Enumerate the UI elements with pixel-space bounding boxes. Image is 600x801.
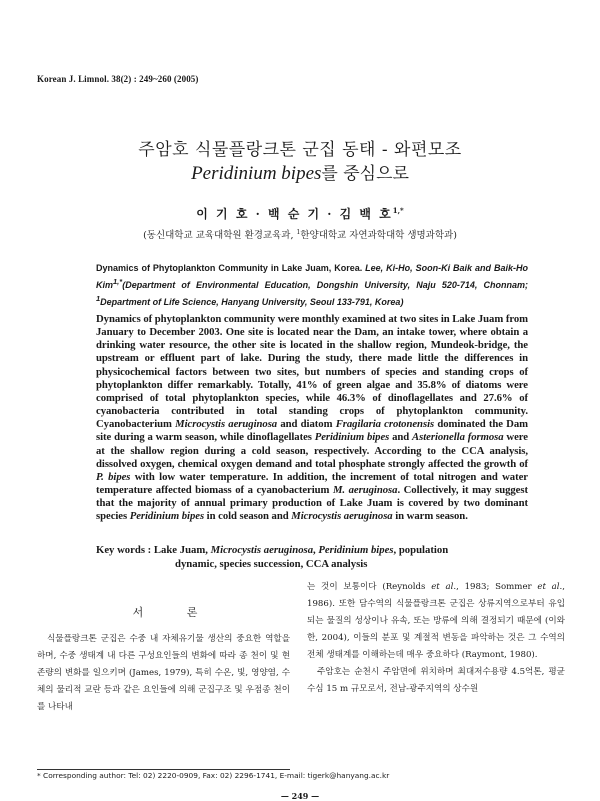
body-text: 는 것이 보통이다 (Reynolds <box>307 582 432 592</box>
abstract-species: Microcystis aeruginosa <box>175 418 278 431</box>
author-superscript: 1,* <box>392 206 404 215</box>
english-title: Dynamics of Phytoplankton Community in Lake Juam, Korea. <box>96 263 363 273</box>
abstract-text: with low water temperature. In addition, the increment of total nitrogen and water temperature affected biomass of a cyanobacterium <box>96 470 528 497</box>
journal-reference: Korean J. Limnol. 38(2) : 249~260 (2005) <box>37 74 199 84</box>
keywords <box>96 544 528 571</box>
keywords-label: Key words : <box>96 544 152 556</box>
page-number: — 249 — <box>280 791 320 801</box>
paper-title-line1: 주암호 식물플랑크톤 군집 동태 - 와편모조 <box>138 140 462 160</box>
keywords-line2: dynamic, species succession, CCA analysis <box>175 557 368 570</box>
abstract-text: Dynamics of phytoplankton community were monthly examined at two sites in Lake Juam from January to December 2003. One site is located near the Dam, an intake tower, where obtain a drinking water resource, the other site is located in the shallow region, Mundeok-bridge, the upstream or effluent part of lake. During the study, there made little the differences in physicochemical factors between two sites, but numbers of species and standing crops of phytoplankton differ remarkably. Totally, 41% of green algae and 35.8% of diatoms were comprised of total phytoplankton species, while 46.3% of dinoflagellates and 27.6% of cyanobacteria contributed in total standing crops of phytoplankton community. Cyanobacterium <box>96 313 528 431</box>
body-text: , 1986). 또한 담수역의 식물플랑크톤 군집은 상류지역으로부터 유입되는 물질의 성상이나 유속, 또는 방류에 의해 결정되기 때문에 (이와 한, 2004), 이들의 분포 및 계절적 변동을 파악하는 것은 그 수역의 전체 생태계를 이해하는데 매우 중요하다 (Raymont, 1980). <box>307 582 566 660</box>
title-suffix: 를 중심으로 <box>321 164 409 184</box>
keyword-text: Lake Juam, <box>151 544 211 556</box>
abstract-text: in warm season. <box>392 510 468 523</box>
abstract-species: P. bipes <box>96 470 131 483</box>
english-dept1: (Department of Environmental Education, Dongshin University, Naju 520-714, Chonnam; <box>122 280 528 291</box>
body-italic: et al. <box>537 582 563 592</box>
section-heading: 서 론 <box>132 606 218 619</box>
footnote: * Corresponding author: Tel: 02) 2220-0909, Fax: 02) 2296-1741, E-mail: tigerk@hanyang.ac.kr <box>37 771 390 780</box>
abstract-species: Peridinium bipes <box>129 510 205 523</box>
footnote-divider <box>37 769 290 770</box>
abstract-text: . Collectively, it may suggest that the majority of annual primary production of Lake Juam is covered by two dominant species <box>96 484 528 523</box>
keyword-text: , <box>313 544 319 556</box>
affiliation-sup: 1 <box>296 228 301 236</box>
english-reference <box>96 262 528 309</box>
abstract-species: M. aeruginosa <box>332 484 398 497</box>
abstract-text: and <box>389 431 413 444</box>
abstract-text: and diatom <box>277 418 336 431</box>
abstract-species: Asterionella formosa <box>412 431 504 444</box>
body-text: , 1983; Sommer <box>456 582 538 592</box>
body-italic: et al. <box>431 582 457 592</box>
english-authors-b: Baik-Ho Kim <box>96 263 528 291</box>
keyword-species: Microcystis aeruginosa <box>210 544 314 556</box>
paper-title-line2 <box>0 159 600 185</box>
english-authors-sup: 1,* <box>113 277 123 287</box>
affiliation-part1: (동신대학교 교육대학원 환경교육과, <box>143 230 297 241</box>
english-authors-a: Lee, Ki-Ho, Soon-Ki Baik and <box>365 263 491 273</box>
abstract-text: dominated the Dam site during a warm season, while dinoflagellates <box>96 418 528 444</box>
abstract <box>96 313 528 524</box>
affiliation <box>0 227 600 241</box>
abstract-text: in cold season and <box>204 510 292 523</box>
body-paragraph: 주암호는 순천시 주암면에 위치하며 최대저수용량 4.5억톤, 평균수심 15 m 규모로서, 전남-광주지역의 상수원 <box>307 667 565 694</box>
keyword-text: , population <box>393 544 449 556</box>
species-name: Peridinium bipes <box>191 163 322 184</box>
abstract-species: Microcystis aeruginosa <box>291 510 393 523</box>
author-names: 이 기 호 · 백 순 기 · 김 백 호 <box>196 207 393 221</box>
abstract-text: were at the shallow region during a cold season, respectively. According to the CCA analysis, dissolved oxygen, chemical oxygen demand and total phosphate strongly affected the growth of <box>96 431 528 470</box>
abstract-species: Peridinium bipes <box>314 431 390 444</box>
author-list <box>0 205 600 222</box>
abstract-species: Fragilaria crotonensis <box>335 418 435 431</box>
english-dept2: Department of Life Science, Hanyang University, Seoul 133-791, Korea) <box>100 297 404 308</box>
body-left-column <box>37 631 290 716</box>
affiliation-part2: 한양대학교 자연과학대학 생명과학과) <box>300 230 457 241</box>
body-right-column <box>307 579 565 698</box>
keyword-species: Peridinium bipes <box>318 544 394 556</box>
english-dept2-sup: 1 <box>96 294 101 304</box>
body-paragraph: 식물플랑크톤 군집은 수중 내 자체유기물 생산의 중요한 역할을 하며, 수중 생태계 내 다른 구성요인들의 변화에 따라 종 천이 및 현존량의 변화를 일으키며 (James, 1979), 특히 수온, 빛, 영양염, 수체의 물리적 교란 등과 같은 요인들에 의해 군집구조 및 우점종 천이를 나타내 <box>37 634 290 712</box>
